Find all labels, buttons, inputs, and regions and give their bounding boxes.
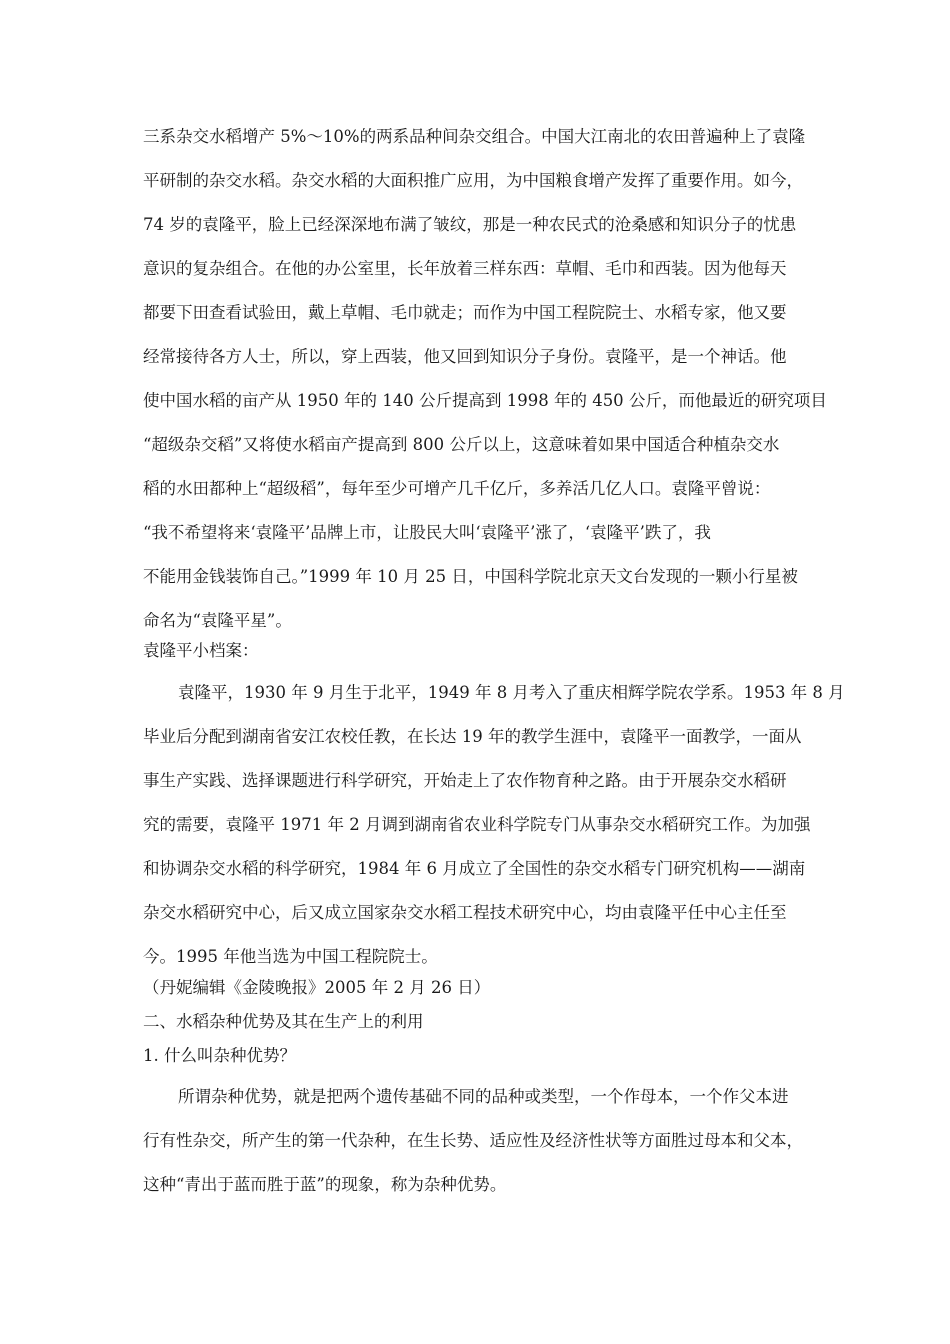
- text-line: 毕业后分配到湖南省安江农校任教，在长达 19 年的教学生涯中，袁隆平一面教学，一面从: [143, 727, 802, 746]
- section-heading: 袁隆平小档案：: [143, 641, 259, 660]
- text-line: 事生产实践、选择课题进行科学研究，开始走上了农作物育种之路。由于开展杂交水稻研: [143, 771, 787, 790]
- text-line: “我不希望将来‘袁隆平’品牌上市，让股民大叫‘袁隆平’涨了，‘袁隆平’跌了，我: [143, 523, 711, 542]
- section-heading: 二、水稻杂种优势及其在生产上的利用: [143, 1012, 424, 1031]
- text-line: “超级杂交稻”又将使水稻亩产提高到 800 公斤以上，这意味着如果中国适合种植杂交水: [143, 435, 780, 454]
- text-line: 和协调杂交水稻的科学研究，1984 年 6 月成立了全国性的杂交水稻专门研究机构——湖南: [143, 859, 806, 878]
- text-line: 三系杂交水稻增产 5%～10%的两系品种间杂交组合。中国大江南北的农田普遍种上了袁隆: [143, 127, 806, 146]
- text-line: 行有性杂交，所产生的第一代杂种，在生长势、适应性及经济性状等方面胜过母本和父本，: [143, 1131, 803, 1150]
- text-line: 命名为“袁隆平星”。: [143, 611, 292, 630]
- source-citation: （丹妮编辑《金陵晚报》2005 年 2 月 26 日）: [143, 978, 491, 997]
- subsection-heading: 1. 什么叫杂种优势？: [143, 1046, 296, 1065]
- text-line: 不能用金钱装饰自己。”1999 年 10 月 25 日，中国科学院北京天文台发现的一颗小行星被: [143, 567, 798, 586]
- text-line: 意识的复杂组合。在他的办公室里，长年放着三样东西：草帽、毛巾和西装。因为他每天: [143, 259, 787, 278]
- text-line: 所谓杂种优势，就是把两个遗传基础不同的品种或类型，一个作母本，一个作父本进: [178, 1087, 789, 1106]
- text-line: 究的需要，袁隆平 1971 年 2 月调到湖南省农业科学院专门从事杂交水稻研究工作。为加强: [143, 815, 811, 834]
- text-line: 使中国水稻的亩产从 1950 年的 140 公斤提高到 1998 年的 450 公斤，而他最近的研究项目: [143, 391, 827, 410]
- text-line: 平研制的杂交水稻。杂交水稻的大面积推广应用，为中国粮食增产发挥了重要作用。如今，: [143, 171, 803, 190]
- text-line: 稻的水田都种上“超级稻”，每年至少可增产几千亿斤，多养活几亿人口。袁隆平曾说：: [143, 479, 771, 498]
- text-line: 都要下田查看试验田，戴上草帽、毛巾就走；而作为中国工程院院士、水稻专家，他又要: [143, 303, 787, 322]
- text-line: 袁隆平，1930 年 9 月生于北平，1949 年 8 月考入了重庆相辉学院农学系。1953 年 8 月: [178, 683, 845, 702]
- text-line: 杂交水稻研究中心，后又成立国家杂交水稻工程技术研究中心，均由袁隆平任中心主任至: [143, 903, 787, 922]
- text-line: 74 岁的袁隆平，脸上已经深深地布满了皱纹，那是一种农民式的沧桑感和知识分子的忧患: [143, 215, 797, 234]
- text-line: 经常接待各方人士，所以，穿上西装，他又回到知识分子身份。袁隆平，是一个神话。他: [143, 347, 787, 366]
- text-line: 这种“青出于蓝而胜于蓝”的现象，称为杂种优势。: [143, 1175, 507, 1194]
- text-line: 今。1995 年他当选为中国工程院院士。: [143, 947, 438, 966]
